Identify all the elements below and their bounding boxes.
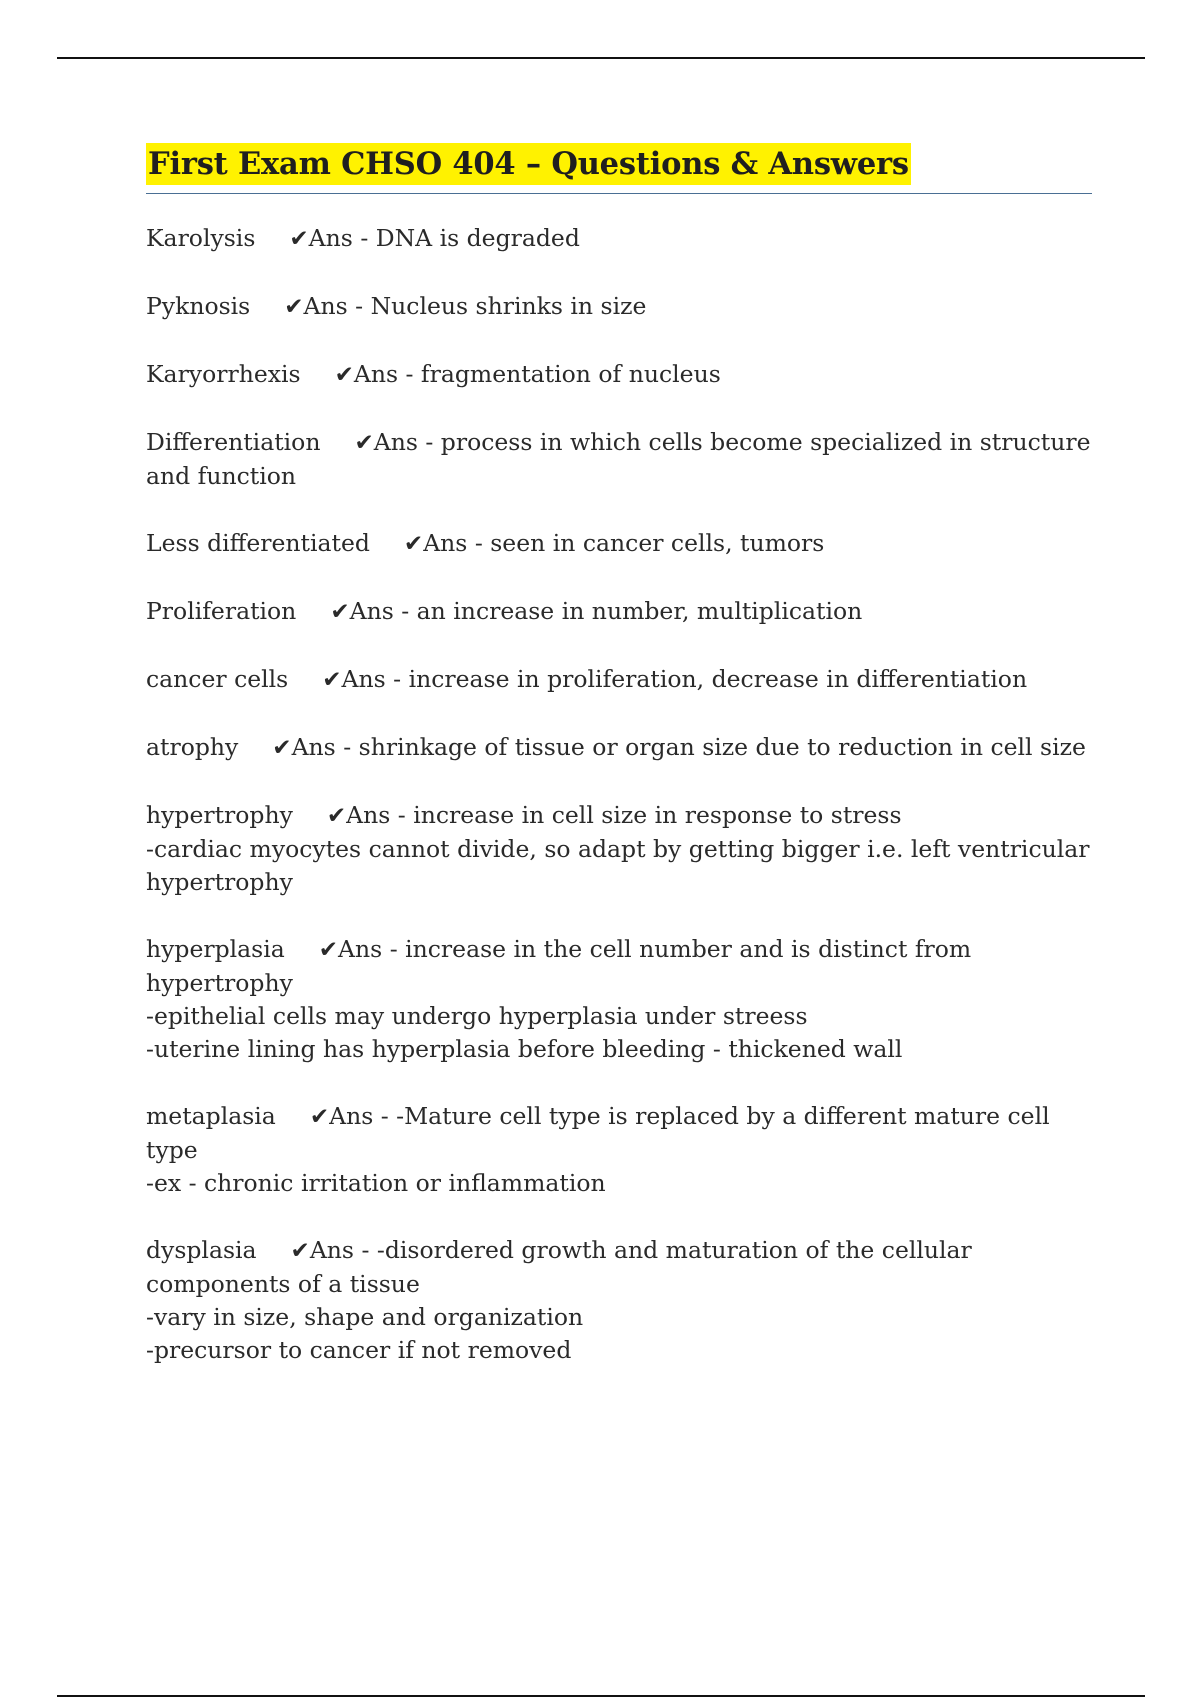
qa-first-line <box>146 595 1092 629</box>
qa-answer: an increase in number, multiplication <box>416 597 863 625</box>
checkmark-icon: ✔ <box>326 803 347 829</box>
qa-answer: -Mature cell type is replaced by a different mature cell type <box>146 1102 1050 1164</box>
qa-list <box>146 222 1092 1367</box>
ans-label: Ans <box>309 1236 354 1264</box>
ans-label: Ans <box>349 597 394 625</box>
ans-label: Ans <box>303 292 348 320</box>
qa-first-line <box>146 1100 1092 1167</box>
qa-first-line <box>146 1234 1092 1301</box>
qa-first-line <box>146 933 1092 1000</box>
qa-answer: increase in proliferation, decrease in differentiation <box>408 665 1028 693</box>
qa-answer: -disordered growth and maturation of the cellular components of a tissue <box>146 1236 972 1298</box>
qa-note-line: -uterine lining has hyperplasia before bleeding - thickened wall <box>146 1035 903 1063</box>
ans-label: Ans <box>291 733 336 761</box>
qa-item <box>146 358 1092 392</box>
ans-label: Ans <box>353 360 399 388</box>
qa-term: cancer cells <box>146 665 289 693</box>
qa-answer: process in which cells become specialized in structure and function <box>146 428 1091 490</box>
ans-separator: - <box>417 428 441 456</box>
qa-first-line <box>146 527 1092 561</box>
page-title: First Exam CHSO 404 – Questions & Answers <box>146 143 911 185</box>
qa-term: Proliferation <box>146 597 297 625</box>
qa-note-line: -epithelial cells may undergo hyperplasia under streess <box>146 1002 808 1030</box>
qa-term: Pyknosis <box>146 292 251 320</box>
qa-term: dysplasia <box>146 1236 257 1264</box>
qa-note-line: -precursor to cancer if not removed <box>146 1336 572 1364</box>
qa-first-line <box>146 663 1092 697</box>
checkmark-icon: ✔ <box>330 599 350 625</box>
qa-term: atrophy <box>146 733 239 761</box>
ans-separator: - <box>385 665 409 693</box>
qa-answer: increase in the cell number and is distinct from hypertrophy <box>146 935 972 997</box>
qa-first-line <box>146 731 1092 765</box>
checkmark-icon: ✔ <box>290 1238 310 1264</box>
ans-label: Ans <box>329 1102 374 1130</box>
qa-term: Karolysis <box>146 224 256 252</box>
checkmark-icon: ✔ <box>318 937 339 963</box>
qa-answer: fragmentation of nucleus <box>420 360 721 388</box>
ans-separator: - <box>373 1102 397 1130</box>
qa-first-line <box>146 222 1092 256</box>
qa-term: Karyorrhexis <box>146 360 301 388</box>
qa-term: Differentiation <box>146 428 321 456</box>
qa-item <box>146 663 1092 697</box>
qa-term: hypertrophy <box>146 801 293 829</box>
qa-answer: increase in cell size in response to stress <box>413 801 902 829</box>
ans-label: Ans <box>373 428 418 456</box>
qa-item <box>146 527 1092 561</box>
checkmark-icon: ✔ <box>403 531 424 557</box>
qa-answer: shrinkage of tissue or organ size due to reduction in cell size <box>358 733 1086 761</box>
ans-separator: - <box>393 597 417 625</box>
qa-answer: Nucleus shrinks in size <box>370 292 647 320</box>
ans-separator: - <box>352 224 376 252</box>
qa-item <box>146 1234 1092 1367</box>
qa-note-line: -ex - chronic irritation or inflammation <box>146 1169 606 1197</box>
checkmark-icon: ✔ <box>284 294 304 320</box>
qa-first-line <box>146 799 1092 833</box>
ans-separator: - <box>335 733 359 761</box>
ans-label: Ans <box>341 665 386 693</box>
ans-separator: - <box>467 529 491 557</box>
ans-separator: - <box>382 935 406 963</box>
ans-label: Ans <box>423 529 468 557</box>
qa-note-line: -cardiac myocytes cannot divide, so adapt by getting bigger i.e. left ventricular hypertrophy <box>146 835 1090 896</box>
ans-label: Ans <box>308 224 353 252</box>
qa-first-line <box>146 358 1092 392</box>
ans-label: Ans <box>346 801 391 829</box>
checkmark-icon: ✔ <box>272 735 292 761</box>
ans-label: Ans <box>338 935 383 963</box>
qa-first-line <box>146 426 1092 493</box>
ans-separator: - <box>390 801 414 829</box>
ans-separator: - <box>354 1236 377 1264</box>
title-block <box>146 143 1092 194</box>
qa-item <box>146 731 1092 765</box>
qa-item <box>146 426 1092 493</box>
checkmark-icon: ✔ <box>289 226 309 252</box>
qa-item <box>146 799 1092 899</box>
header-rule <box>57 57 1145 59</box>
qa-item <box>146 222 1092 256</box>
checkmark-icon: ✔ <box>354 430 374 456</box>
qa-note-line: -vary in size, shape and organization <box>146 1303 584 1331</box>
qa-first-line <box>146 290 1092 324</box>
ans-separator: - <box>347 292 371 320</box>
checkmark-icon: ✔ <box>322 667 342 693</box>
checkmark-icon: ✔ <box>334 362 354 388</box>
qa-item <box>146 290 1092 324</box>
qa-item <box>146 595 1092 629</box>
document-body <box>146 143 1092 1401</box>
qa-item <box>146 1100 1092 1200</box>
footer-rule <box>57 1695 1145 1697</box>
qa-term: metaplasia <box>146 1102 276 1130</box>
qa-item <box>146 933 1092 1066</box>
ans-separator: - <box>398 360 421 388</box>
checkmark-icon: ✔ <box>309 1104 330 1130</box>
qa-term: Less differentiated <box>146 529 370 557</box>
qa-answer: seen in cancer cells, tumors <box>490 529 825 557</box>
qa-answer: DNA is degraded <box>375 224 580 252</box>
qa-term: hyperplasia <box>146 935 285 963</box>
